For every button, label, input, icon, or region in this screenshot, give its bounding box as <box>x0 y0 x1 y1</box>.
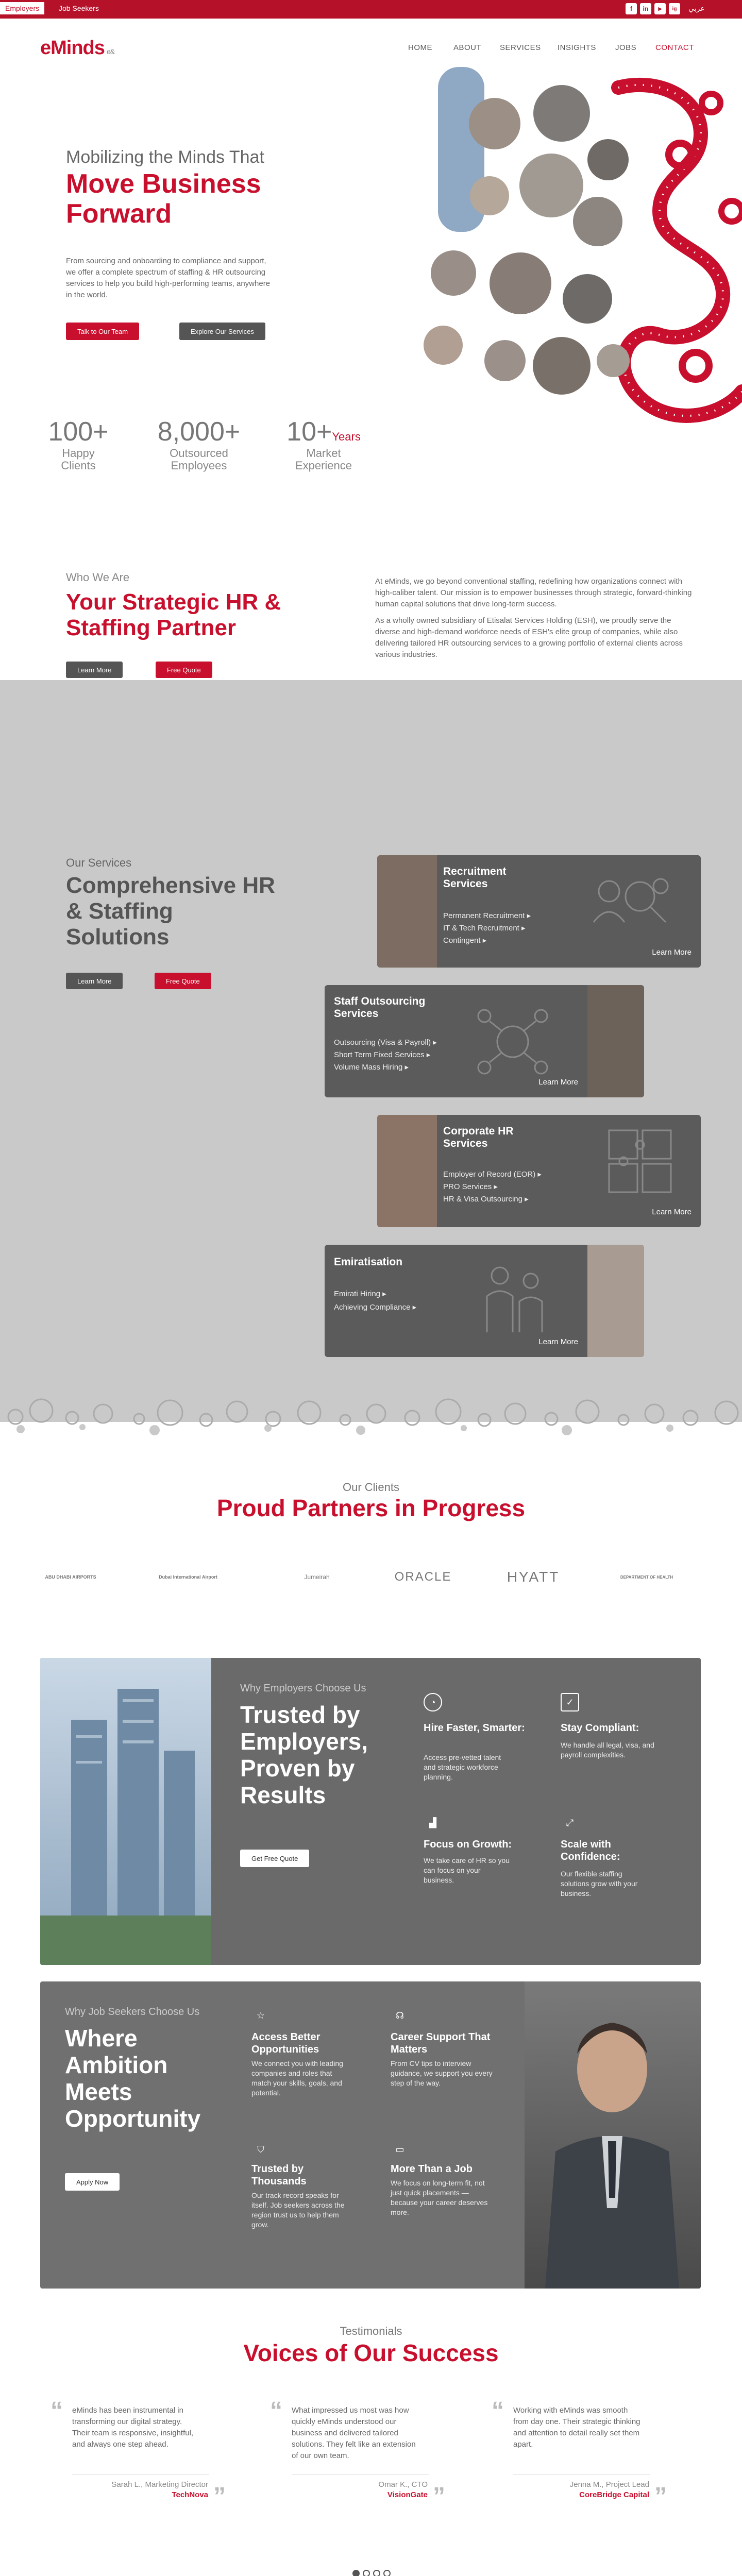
portrait-photo <box>484 340 526 381</box>
linkedin-icon[interactable]: in <box>640 3 651 14</box>
talk-to-team-button[interactable]: Talk to Our Team <box>66 323 139 340</box>
who-free-quote-button[interactable]: Free Quote <box>156 662 212 678</box>
portrait-photo <box>519 154 583 217</box>
portrait-photo <box>533 337 591 395</box>
quote-close-icon: ” <box>433 2483 445 2510</box>
who-learn-more-button[interactable]: Learn More <box>66 662 123 678</box>
apply-now-button[interactable]: Apply Now <box>65 2173 120 2191</box>
tab-job-seekers[interactable]: Job Seekers <box>59 4 99 12</box>
network-icon <box>474 1006 551 1078</box>
puzzle-icon <box>604 1125 676 1197</box>
recruiter-photo <box>377 855 437 968</box>
quote-close-icon: ” <box>654 2483 667 2510</box>
service-card-outsourcing[interactable]: Staff Outsourcing Services Outsourcing (Visa & Payroll) ▸ Short Term Fixed Services ▸ Volume Mass Hiring ▸ Learn More <box>325 985 644 1097</box>
partner-logo-abu-dhabi-airports: ABU DHABI AIRPORTS <box>45 1574 96 1580</box>
quote-icon: “ <box>50 2397 63 2425</box>
team-photo <box>587 985 644 1097</box>
portrait-photo <box>490 252 551 314</box>
check-icon: ✓ <box>561 1693 579 1711</box>
services-subtitle: Our Services <box>66 856 132 869</box>
partner-logo-oracle: ORACLE <box>394 1570 452 1584</box>
testimonials-subtitle: Testimonials <box>340 2325 402 2337</box>
people-search-icon <box>583 866 676 938</box>
employers-title: Trusted by Employers, Proven by Results <box>240 1701 368 1808</box>
city-skyline <box>0 670 742 824</box>
site-logo[interactable]: eMinds e& <box>40 37 115 59</box>
services-title: Comprehensive HR & Staffing Solutions <box>66 873 275 950</box>
hero-description: From sourcing and onboarding to compliance and support, we offer a complete spectrum of staffing & HR outsourcing services to help you build high-performing teams, anywhere in the world. <box>66 257 271 299</box>
get-free-quote-button[interactable]: Get Free Quote <box>240 1850 309 1867</box>
portrait-photo <box>573 197 622 246</box>
service-card-corporate-hr[interactable]: Corporate HR Services Employer of Record (EOR) ▸ PRO Services ▸ HR & Visa Outsourcing ▸ Learn More <box>377 1115 701 1227</box>
portrait-photo <box>470 176 509 215</box>
services-learn-more-button[interactable]: Learn More <box>66 973 123 989</box>
quote-icon: “ <box>270 2397 282 2425</box>
who-subtitle: Who We Are <box>66 571 130 584</box>
people-icon <box>479 1260 551 1337</box>
portrait-photo <box>424 326 463 365</box>
instagram-icon[interactable]: ig <box>669 3 680 14</box>
who-text: At eMinds, we go beyond conventional staffing, redefining how organizations connect with high-caliber talent. Our mission is to empower businesses through strategic, forward-thinking human capital solutions that drive long-term success. As a wholly owned subsidiary of Etisalat Services Holding (ESH), we proudly serve the diverse and high-demand workforce needs of ESH's elite group of companies, while also delivering tailored HR outsourcing services to a growing portfolio of external clients across various industries. <box>375 577 692 659</box>
partner-logo-jumeirah: Jumeirah <box>304 1573 330 1581</box>
stat-experience: 10+Years Market Experience <box>286 417 361 472</box>
employers-panel: Why Employers Choose Us Trusted by Employers, Proven by Results Get Free Quote ◔ Hire Faster, Smarter: Access pre-vetted talent and strategic workforce planning. ✓ Stay Compliant: We handle all legal, visa, and payroll complexities. ▟ Focus on Growth: We take care of HR so you can focus on your business. ⤢ Scale with Confidence: Our flexible staffing solutions grow with your business. <box>40 1658 701 1965</box>
clock-icon: ◔ <box>424 1693 442 1711</box>
carousel-dot[interactable] <box>373 2570 380 2576</box>
nav-insights[interactable]: INSIGHTS <box>558 43 596 52</box>
facebook-icon[interactable]: f <box>626 3 637 14</box>
stat-employees: 8,000+ Outsourced Employees <box>157 417 241 472</box>
nav-contact[interactable]: CONTACT <box>655 43 694 52</box>
hero-subtitle: Mobilizing the Minds That <box>66 147 264 167</box>
service-card-emiratisation[interactable]: Emiratisation Emirati Hiring ▸ Achieving Compliance ▸ Learn More <box>325 1245 644 1357</box>
who-title: Your Strategic HR & Staffing Partner <box>66 589 281 640</box>
testimonial-card: “ What impressed us most was how quickly eMinds understood our business and delivered tailored solutions. They felt like an extension of our own team. Omar K., CTO VisionGate ” <box>270 2397 445 2510</box>
briefcase-icon: ▭ <box>395 2144 404 2155</box>
nav-jobs[interactable]: JOBS <box>615 43 637 52</box>
testimonial-card: “ eMinds has been instrumental in transforming our digital strategy. Their team is responsive, insightful, and always one step ahead. Sarah L., Marketing Director TechNova ” <box>50 2397 226 2510</box>
service-card-recruitment[interactable]: Recruitment Services Permanent Recruitment ▸ IT & Tech Recruitment ▸ Contingent ▸ Learn More <box>377 855 701 968</box>
headset-icon: ☊ <box>396 2010 404 2021</box>
explore-services-button[interactable]: Explore Our Services <box>179 323 265 340</box>
job-seekers-panel: Why Job Seekers Choose Us Where Ambition Meets Opportunity Apply Now ☆ Access Better Opportunities We connect you with leading companies and roles that match your skills, goals, and potential. ☊ Career Support That Matters From CV tips to interview guidance, we support you every step of the way. ⛉ Trusted by Thousands Our track record speaks for itself. Job seekers across the region trust us to help them grow. ▭ More Than a Job We focus on long-term fit, not just quick placements — because your career deserves more. <box>40 1981 701 2289</box>
nav-services[interactable]: SERVICES <box>500 43 541 52</box>
tab-employers[interactable]: Employers <box>0 2 44 14</box>
carousel-dot[interactable] <box>363 2570 370 2576</box>
partner-logo-hyatt: HYATT <box>507 1569 560 1585</box>
partners-title: Proud Partners in Progress <box>216 1495 526 1521</box>
services-free-quote-button[interactable]: Free Quote <box>155 973 211 989</box>
testimonial-card: “ Working with eMinds was smooth from day one. Their strategic thinking and attention to detail really set them apart. Jenna M., Project Lead CoreBridge Capital ” <box>492 2397 667 2510</box>
nav-home[interactable]: HOME <box>408 43 432 52</box>
portrait-photo <box>431 250 476 296</box>
emirati-photo <box>587 1245 644 1357</box>
portrait-photo <box>533 85 590 142</box>
skyscraper-photo <box>40 1658 211 1965</box>
carousel-dot[interactable] <box>352 2570 360 2576</box>
partners-subtitle: Our Clients <box>342 1481 400 1494</box>
quote-close-icon: ” <box>213 2483 226 2510</box>
nav-about[interactable]: ABOUT <box>453 43 482 52</box>
quote-icon: “ <box>492 2397 504 2425</box>
seekers-title: Where Ambition Meets Opportunity <box>65 2025 201 2132</box>
chart-icon: ▟ <box>429 1817 436 1828</box>
partner-logo-doh: DEPARTMENT OF HEALTH <box>620 1574 673 1580</box>
businessman-photo <box>525 1981 701 2289</box>
expand-icon: ⤢ <box>566 1817 574 1828</box>
star-icon: ☆ <box>256 2010 265 2021</box>
hero-collage <box>392 57 742 438</box>
top-bar <box>0 0 742 19</box>
portrait-photo <box>587 139 629 180</box>
seekers-subtitle: Why Job Seekers Choose Us <box>65 2006 200 2018</box>
testimonials-title: Voices of Our Success <box>243 2340 499 2366</box>
youtube-icon[interactable]: ▶ <box>654 3 666 14</box>
team-photo <box>469 98 520 149</box>
shield-icon: ⛉ <box>257 2144 264 2155</box>
bubble-divider <box>0 1391 742 1437</box>
hr-photo <box>377 1115 437 1227</box>
employers-subtitle: Why Employers Choose Us <box>240 1683 366 1694</box>
hero-title: Move Business Forward <box>66 169 261 229</box>
portrait-photo <box>597 344 630 377</box>
portrait-photo <box>563 274 612 324</box>
stat-clients: 100+ Happy Clients <box>48 417 109 472</box>
carousel-dot[interactable] <box>383 2570 391 2576</box>
partner-logo-dubai-airport: Dubai International Airport <box>159 1574 217 1580</box>
language-switch[interactable]: عربي <box>688 4 705 12</box>
